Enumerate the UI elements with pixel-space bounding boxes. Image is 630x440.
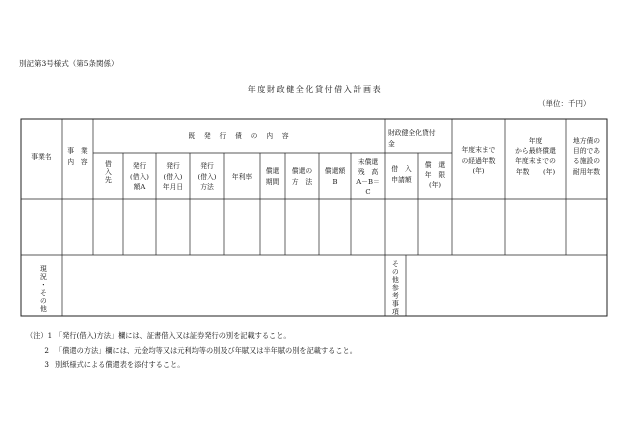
- header-project-name: 事業名: [31, 153, 52, 161]
- status-other-label: 現況・その他: [39, 265, 48, 313]
- page-title: 年度財政健全化貸付借入計画表: [247, 85, 383, 94]
- header-issue-date: 発行 (借入) 年月日: [162, 162, 184, 192]
- header-elapsed-years: 年度末まで の経過年数 (年): [461, 146, 496, 176]
- header-repay-method: 償還の 方 法: [291, 167, 313, 186]
- note-item: 2 「償還の方法」欄には、元金均等又は元利均等の別及び年賦又は半年賦の別を記載すること。: [44, 345, 357, 355]
- header-annual-rate: 年利率: [231, 173, 253, 181]
- form-label: 別記第3号様式（第5条関係）: [19, 59, 119, 68]
- header-existing-bonds: 既 発 行 債 の 内 容: [188, 132, 290, 140]
- note-item: 3 別紙様式による償還表を添付すること。: [44, 360, 185, 369]
- header-loan: 財政健全化貸付 金: [388, 129, 436, 148]
- note-item: （注）1 「発行(借入)方法」欄には、証書借入又は証券発行の別を記載すること。: [26, 331, 291, 340]
- header-repay-period: 償還 期間: [265, 167, 280, 186]
- header-issue-amount: 発行 (借入) 額A: [130, 162, 149, 192]
- header-issue-method: 発行 (借入) 方法: [197, 162, 217, 192]
- notes: [26, 329, 357, 373]
- unit-label: （単位：千円）: [538, 99, 591, 108]
- header-years-to-final: 年度 から最終償還 年度末までの 年数 (年): [515, 137, 556, 176]
- header-useful-life: 地方債の 目的であ る施設の 耐用年数: [572, 137, 601, 176]
- header-lender: 借入先: [104, 160, 113, 184]
- header-loan-request: 借 入 申請額: [391, 165, 412, 184]
- other-notes-label: その他参考事項: [391, 260, 400, 316]
- header-repay-years: 償 還 年 限 (年): [424, 161, 446, 190]
- header-project-content: 事 業 内 容: [67, 147, 88, 166]
- header-unredeemed: 未償還 残 高 A－B＝ C: [356, 158, 380, 196]
- header-repay-amount: 償還額 B: [324, 167, 346, 186]
